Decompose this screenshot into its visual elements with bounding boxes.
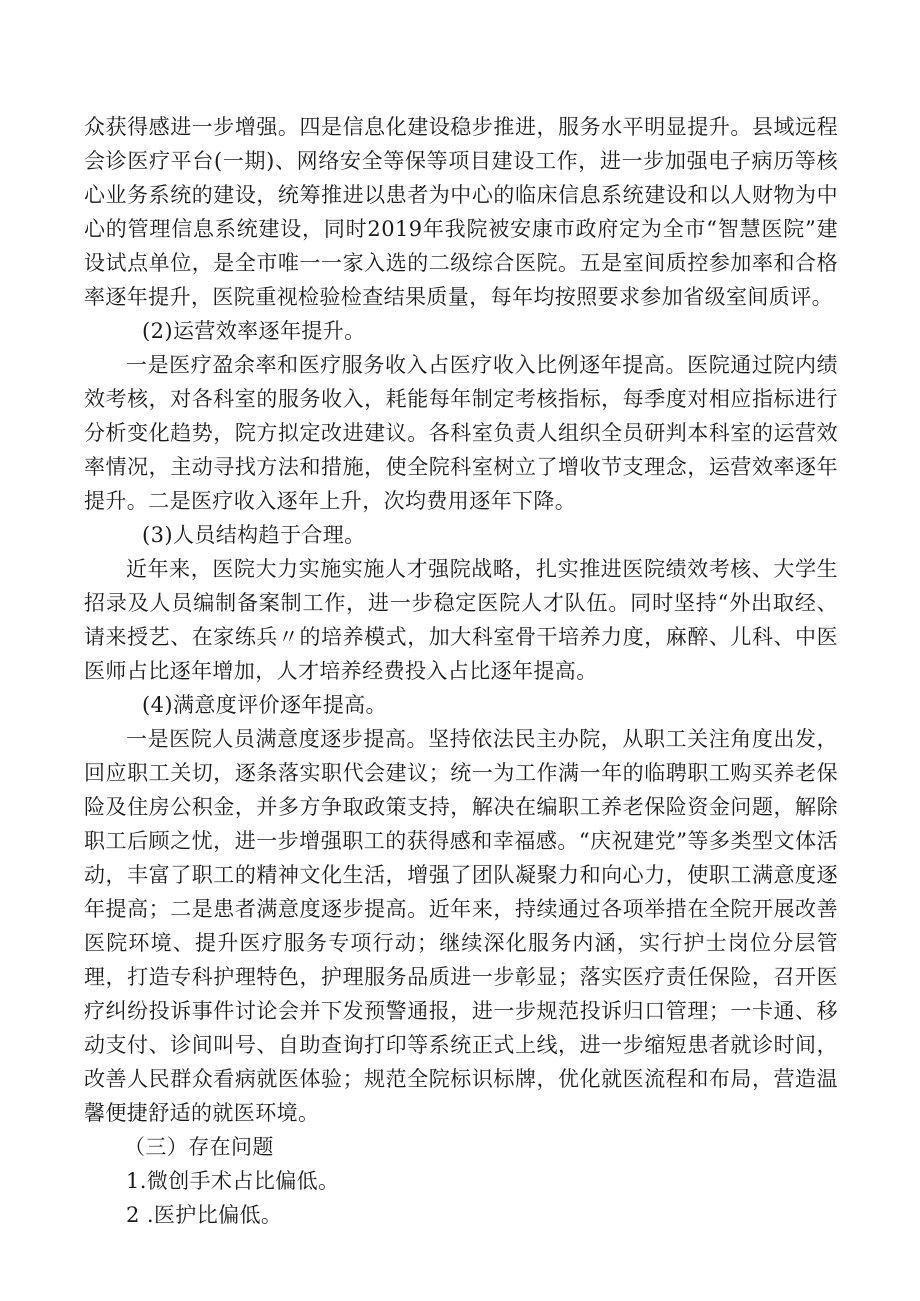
section-heading-existing-problems: （三）存在问题 (124, 1135, 274, 1159)
document-page (84, 110, 838, 1232)
body-paragraph-satisfaction: 一是医院人员满意度逐步提高。坚持依法民主办院，从职工关注角度出发，回应职工关切，逐条落实职代会建议；统一为工作满一年的临聘职工购买养老保险及住房公积金，并多方争取政策支持，解决在编职工养老保险资金问题，解除职工后顾之忧，进一步增强职工的获得感和幸福感。“庆祝建党”等多类型文体活动，丰富了职工的精神文化生活，增强了团队凝聚力和向心力，使职工满意度逐年提高；二是患者满意度逐步提高。近年来，持续通过各项举措在全院开展改善医院环境、提升医疗服务专项行动；继续深化服务内涵，实行护士岗位分层管理，打造专科护理特色，护理服务品质进一步彰显；落实医疗责任保险，召开医疗纠纷投诉事件讨论会并下发预警通报，进一步规范投诉归口管理；一卡通、移动支付、诊间叫号、自助查询打印等系统正式上线，进一步缩短患者就诊时间，改善人民群众看病就医体验；规范全院标识标牌，优化就医流程和布局，营造温馨便捷舒适的就医环境。 (84, 727, 838, 1125)
body-paragraph-staff-structure: 近年来，医院大力实施实施人才强院战略，扎实推进医院绩效考核、大学生招录及人员编制备案制工作，进一步稳定医院人才队伍。同时坚持“外出取经、请来授艺、在家练兵〃的培养模式，加大科室骨干培养力度，麻醉、儿科、中医医师占比逐年增加，人才培养经费投入占比逐年提高。 (84, 557, 838, 683)
subheading-staff-structure: (3)人员结构趋于合理。 (142, 523, 366, 547)
list-item-problem-2: 2 .医护比偏低。 (126, 1203, 283, 1227)
body-paragraph-operation-efficiency: 一是医疗盈余率和医疗服务收入占医疗收入比例逐年提高。医院通过院内绩效考核，对各科室的服务收入，耗能每年制定考核指标，每季度对相应指标进行分析变化趋势，院方拟定改进建议。各科室负责人组织全员研判本科室的运营效率情况，主动寻找方法和措施，使全院科室树立了增收节支理念，运营效率逐年提升。二是医疗收入逐年上升，次均费用逐年下降。 (84, 353, 838, 513)
list-item-problem-1: 1.微创手术占比偏低。 (126, 1169, 340, 1193)
subheading-operation-efficiency: (2)运营效率逐年提升。 (142, 319, 366, 343)
body-paragraph-continuation: 众获得感进一步增强。四是信息化建设稳步推进，服务水平明显提升。县域远程会诊医疗平台(一期)、网络安全等保等项目建设工作，进一步加强电子病历等核心业务系统的建设，统筹推进以患者为中心的临床信息系统建设和以人财物为中心的管理信息系统建设，同时2019年我院被安康市政府定为全市“智慧医院”建设试点单位，是全市唯一一家入选的二级综合医院。五是室间质控参加率和合格率逐年提升，医院重视检验检查结果质量，每年均按照要求参加省级室间质评。 (84, 115, 838, 309)
subheading-satisfaction: (4)满意度评价逐年提高。 (142, 693, 387, 717)
